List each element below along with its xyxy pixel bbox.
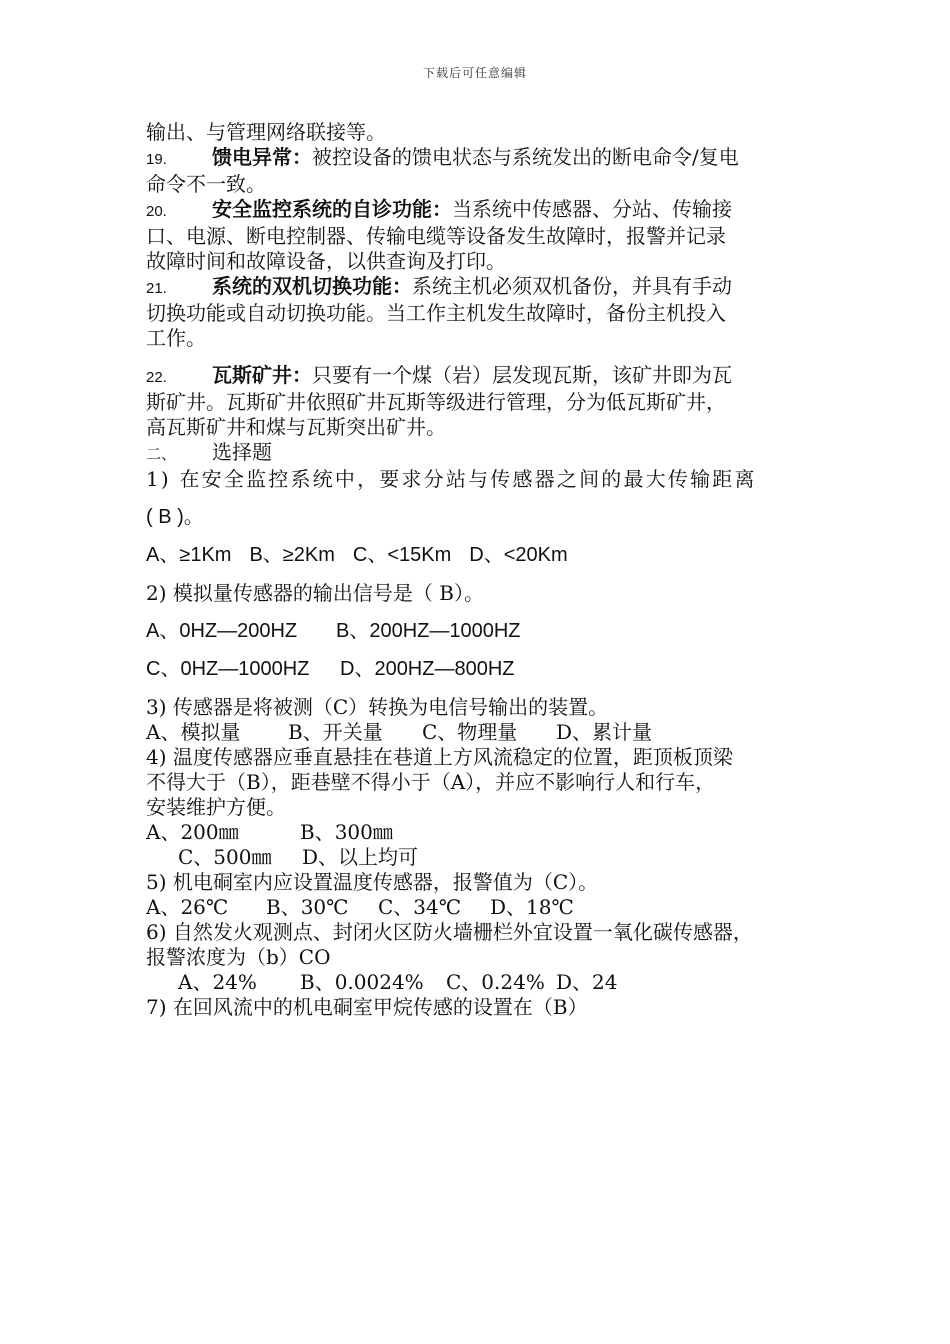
option-a: A、0HZ—200HZ <box>146 620 298 642</box>
option-b: B、200HZ—1000HZ <box>336 620 521 642</box>
option-row <box>146 970 826 995</box>
page-header-note: 下载后可任意编辑 <box>422 66 527 80</box>
section-title: 选择题 <box>212 440 272 464</box>
option-row <box>146 895 826 920</box>
option-c: C、0.24% <box>446 970 545 994</box>
option-b: B、≥2Km <box>249 544 335 566</box>
option-b: B、30℃ <box>266 895 349 919</box>
option-d: D、以上均可 <box>302 845 419 869</box>
option-a: A、≥1Km <box>146 544 232 566</box>
option-row <box>146 845 826 870</box>
definition-term: 系统的双机切换功能： <box>212 274 412 298</box>
definition-text: 工作。 <box>146 326 206 350</box>
option-d: D、<20Km <box>469 544 568 566</box>
question-text: 2) 模拟量传感器的输出信号是（ B）。 <box>146 581 484 605</box>
option-a: A、26℃ <box>146 895 229 919</box>
option-row <box>146 820 826 845</box>
definition-number: 20. <box>146 203 167 220</box>
definition-term: 安全监控系统的自诊功能： <box>212 197 452 221</box>
option-c: C、500㎜ <box>178 845 272 869</box>
definition-number: 21. <box>146 280 167 297</box>
definition-22 <box>146 363 826 440</box>
question-text: 5) 机电硐室内应设置温度传感器，报警值为（C）。 <box>146 870 599 894</box>
option-c: C、0HZ—1000HZ <box>146 658 310 680</box>
option-c: C、<15Km <box>352 544 452 566</box>
question-text: ( B )。 <box>146 506 204 528</box>
question-3 <box>146 695 826 745</box>
question-text: 1) 在安全监控系统中，要求分站与传感器之间的最大传输距离 <box>146 467 757 491</box>
definition-19 <box>146 145 826 197</box>
option-c: C、34℃ <box>378 895 462 919</box>
option-row <box>146 543 826 568</box>
option-a: A、200㎜ <box>146 820 239 844</box>
document-body <box>146 120 826 1020</box>
definition-text: 斯矿井。瓦斯矿井依照矿井瓦斯等级进行管理，分为低瓦斯矿井， <box>146 390 726 414</box>
question-text: 不得大于（B），距巷壁不得小于（A），并应不影响行人和行车， <box>146 770 716 794</box>
definition-text: 命令不一致。 <box>146 172 266 196</box>
question-text: 6) 自然发火观测点、封闭火区防火墙栅栏外宜设置一氧化碳传感器， <box>146 920 753 944</box>
section-number: 二、 <box>146 446 177 463</box>
question-6 <box>146 920 826 995</box>
option-b: B、开关量 <box>288 720 383 744</box>
question-text: 3) 传感器是将被测（C）转换为电信号输出的装置。 <box>146 695 609 719</box>
definition-text: 切换功能或自动切换功能。当工作主机发生故障时，备份主机投入 <box>146 301 726 325</box>
question-2 <box>146 581 826 682</box>
definition-number: 22. <box>146 369 167 386</box>
question-text: 4) 温度传感器应垂直悬挂在巷道上方风流稳定的位置，距顶板顶梁 <box>146 745 733 769</box>
option-c: C、物理量 <box>422 720 518 744</box>
option-a: A、24% <box>178 970 257 994</box>
definition-text: 系统主机必须双机备份，并具有手动 <box>412 274 732 298</box>
definition-term: 瓦斯矿井： <box>212 363 312 387</box>
question-1 <box>146 467 826 568</box>
definition-number: 19. <box>146 151 167 168</box>
option-row <box>146 657 826 682</box>
question-text: 安装维护方便。 <box>146 795 286 819</box>
option-row <box>146 619 826 644</box>
definition-term: 馈电异常： <box>212 145 312 169</box>
definition-text: 被控设备的馈电状态与系统发出的断电命令/复电 <box>312 145 739 169</box>
option-d: D、累计量 <box>556 720 653 744</box>
option-a: A、模拟量 <box>146 720 241 744</box>
option-d: D、18℃ <box>490 895 574 919</box>
question-4 <box>146 745 826 870</box>
question-7 <box>146 995 826 1020</box>
option-d: D、200HZ—800HZ <box>340 658 515 680</box>
option-b: B、0.0024% <box>300 970 424 994</box>
question-5 <box>146 870 826 920</box>
section-heading <box>146 440 826 467</box>
definition-continuation: 输出、与管理网络联接等。 <box>146 120 386 144</box>
definition-text: 口、电源、断电控制器、传输电缆等设备发生故障时，报警并记录 <box>146 224 726 248</box>
definition-text: 高瓦斯矿井和煤与瓦斯突出矿井。 <box>146 415 446 439</box>
definition-text: 只要有一个煤（岩）层发现瓦斯，该矿井即为瓦 <box>312 363 732 387</box>
option-b: B、300㎜ <box>300 820 393 844</box>
question-text: 报警浓度为（b）CO <box>146 945 331 969</box>
definition-21 <box>146 274 826 351</box>
definition-text: 故障时间和故障设备，以供查询及打印。 <box>146 249 506 273</box>
definition-20 <box>146 197 826 274</box>
question-text: 7) 在回风流中的机电硐室甲烷传感的设置在（B） <box>146 995 588 1019</box>
option-d: D、24 <box>556 970 618 994</box>
option-row <box>146 720 826 745</box>
definition-text: 当系统中传感器、分站、传输接 <box>452 197 732 221</box>
